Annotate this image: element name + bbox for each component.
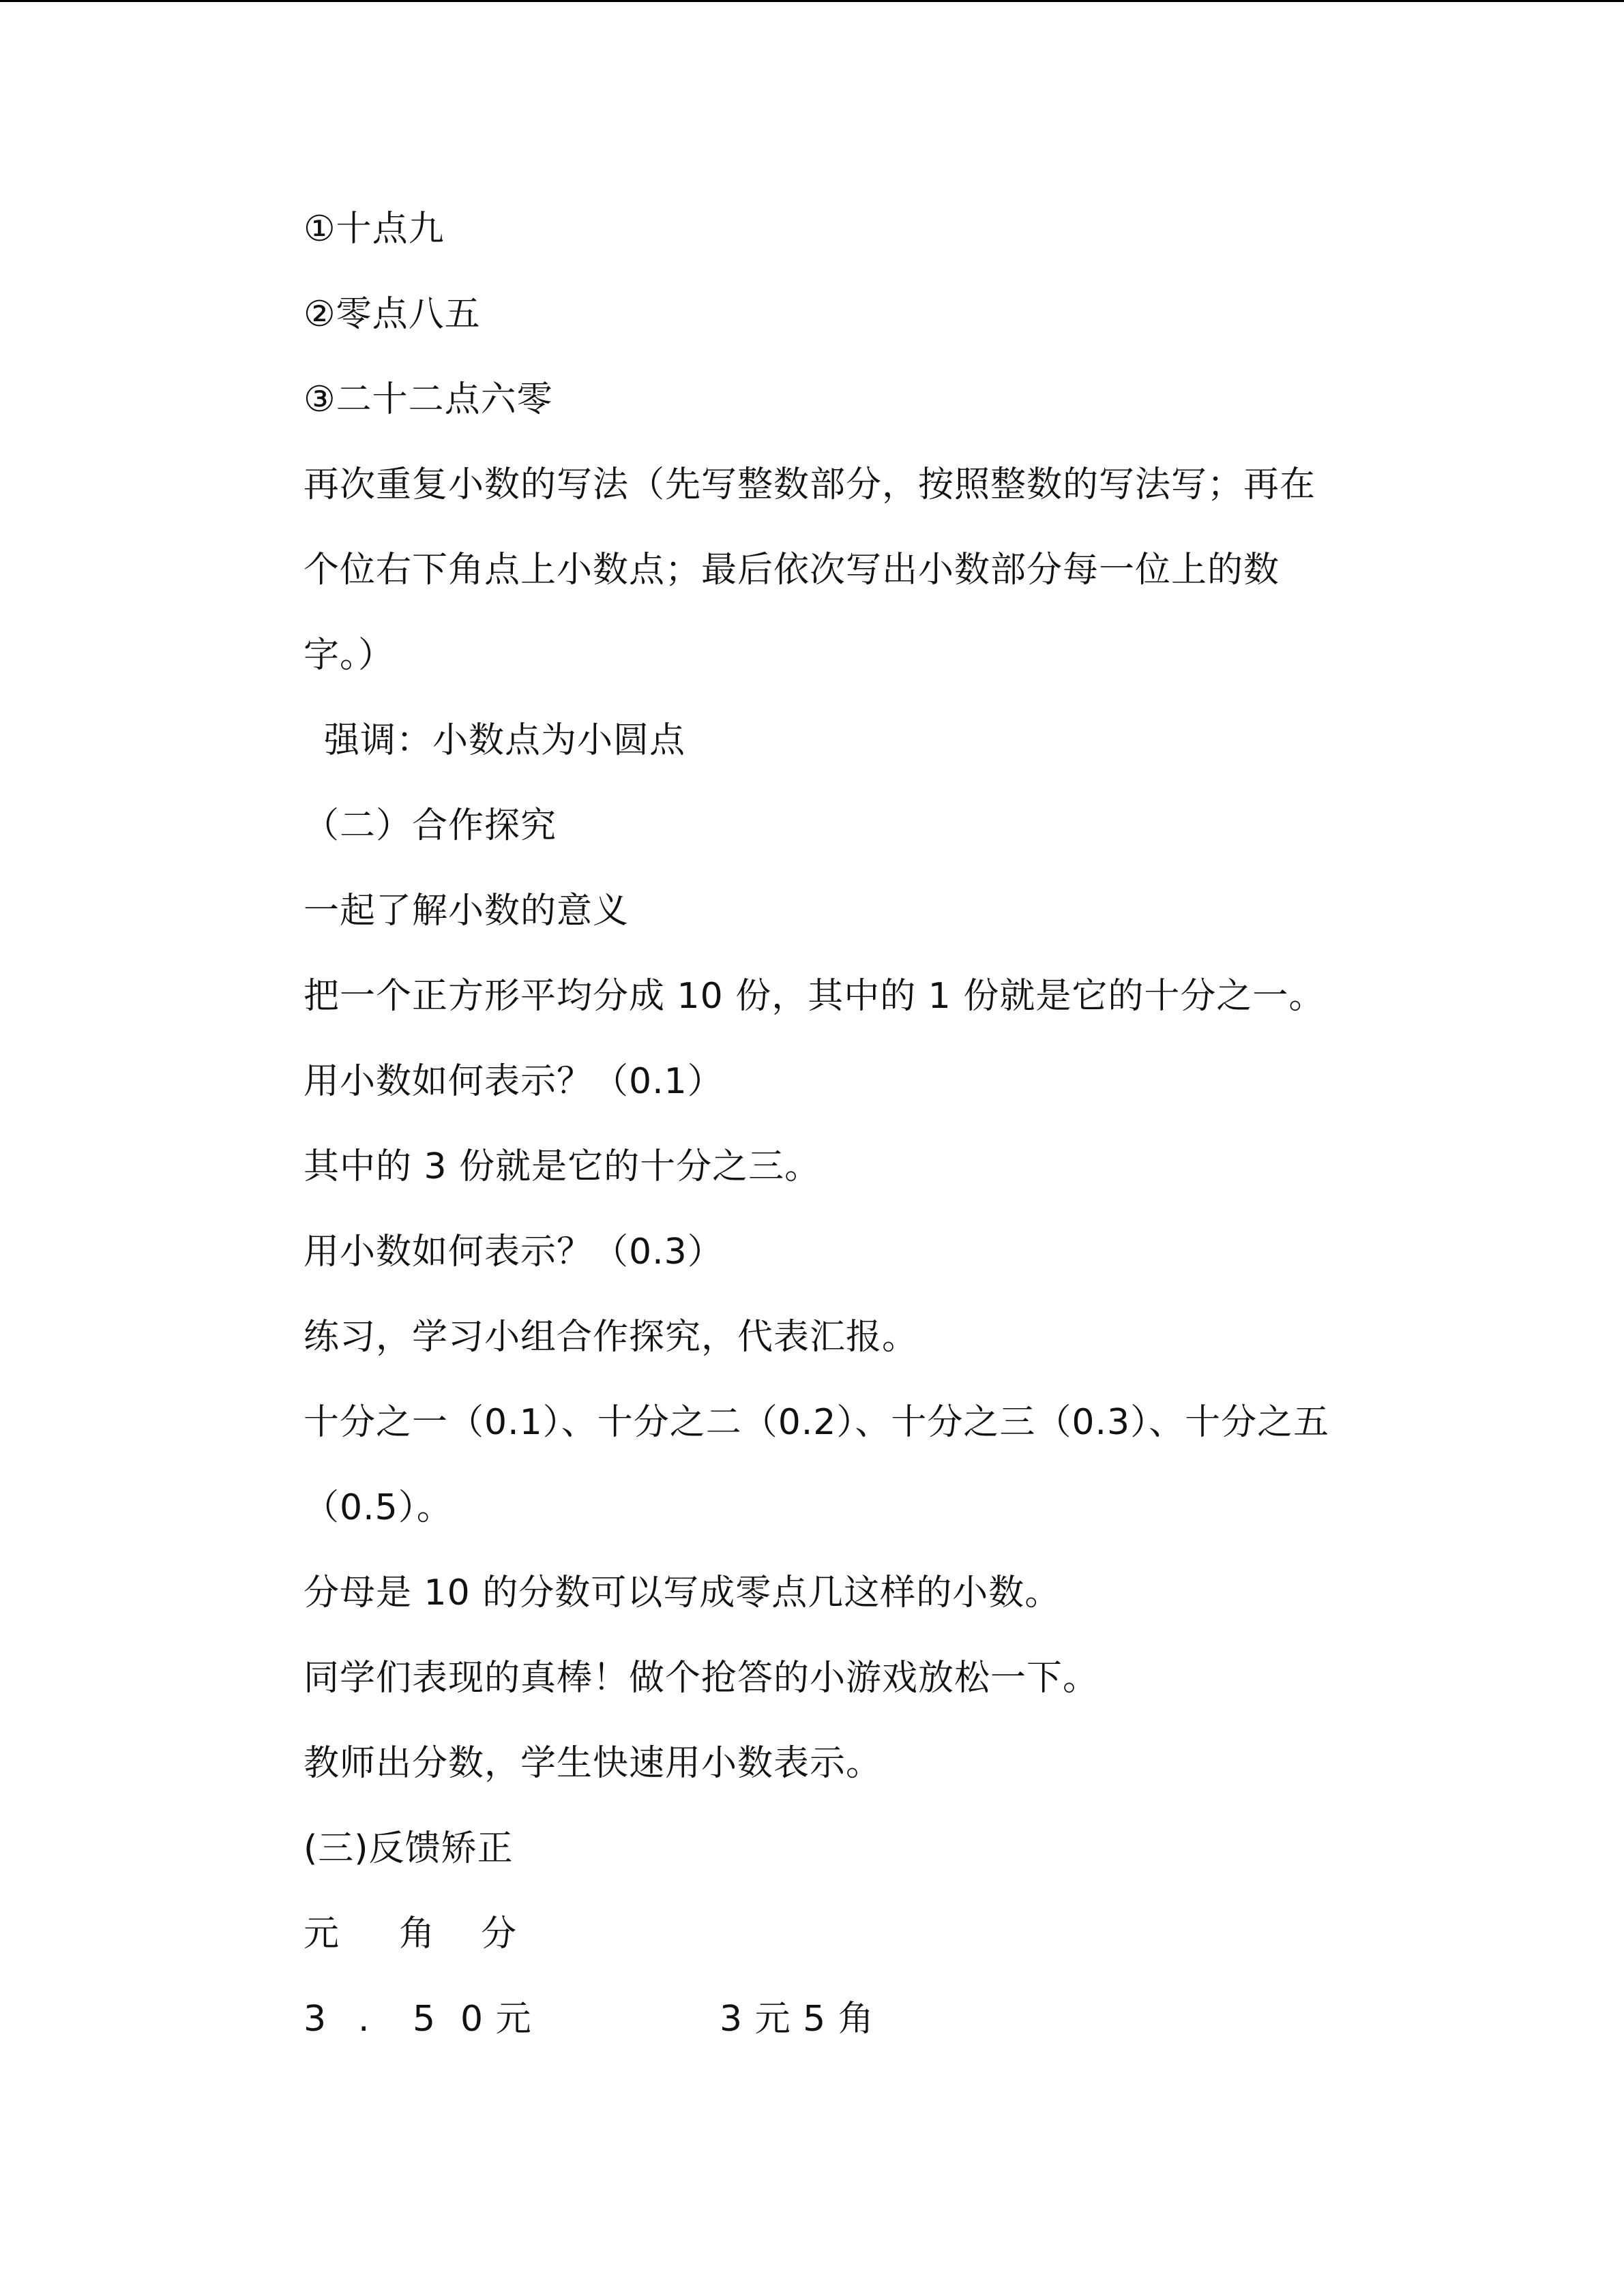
paragraph-line: 十分之一（0.1）、十分之二（0.2）、十分之三（0.3）、十分之五 (304, 1402, 1330, 1443)
paragraph-line: 把一个正方形平均分成 10 份，其中的 1 份就是它的十分之一。 (304, 976, 1325, 1017)
paragraph-line: 用小数如何表示？（0.3） (304, 1232, 724, 1272)
paragraph-line: 练习，学习小组合作探究，代表汇报。 (304, 1317, 919, 1358)
paragraph-line: （0.5）。 (304, 1487, 453, 1528)
paragraph-line: 分母是 10 的分数可以写成零点几这样的小数。 (304, 1572, 1061, 1613)
paragraph-line: 一起了解小数的意义 (304, 891, 630, 931)
unit-jiao: 角 (399, 1913, 436, 1954)
section-heading: (三)反馈矫正 (304, 1828, 514, 1869)
unit-fen: 分 (481, 1913, 518, 1954)
list-item-2: ②零点八五 (304, 294, 481, 335)
list-item-1: ①十点九 (304, 209, 445, 250)
money-row (304, 1998, 874, 2040)
paragraph-line: 同学们表现的真棒！做个抢答的小游戏放松一下。 (304, 1658, 1099, 1699)
list-item-3: ③二十二点六零 (304, 379, 553, 420)
emphasis-note: 强调：小数点为小圆点 (324, 720, 686, 761)
paragraph-line: 用小数如何表示？（0.1） (304, 1061, 724, 1102)
units-row (304, 1913, 517, 1955)
page-top-border (0, 0, 1624, 2)
money-digit-fen: 0 元 (460, 1999, 532, 2040)
unit-yuan: 元 (304, 1913, 340, 1954)
section-heading: （二）合作探究 (304, 805, 557, 846)
paragraph-line: 字。） (304, 635, 395, 676)
paragraph-line: 个位右下角点上小数点；最后依次写出小数部分每一位上的数 (304, 550, 1280, 591)
paragraph-line: 其中的 3 份就是它的十分之三。 (304, 1146, 821, 1187)
money-digit-jiao: 5 (413, 1999, 437, 2040)
money-digit-yuan: 3 (304, 1999, 327, 2040)
paragraph-line: 再次重复小数的写法（先写整数部分，按照整数的写法写；再在 (304, 464, 1316, 505)
paragraph-line: 教师出分数，学生快速用小数表示。 (304, 1743, 883, 1784)
money-decimal-point: . (358, 1999, 370, 2040)
money-result: 3 元 5 角 (720, 1999, 874, 2040)
